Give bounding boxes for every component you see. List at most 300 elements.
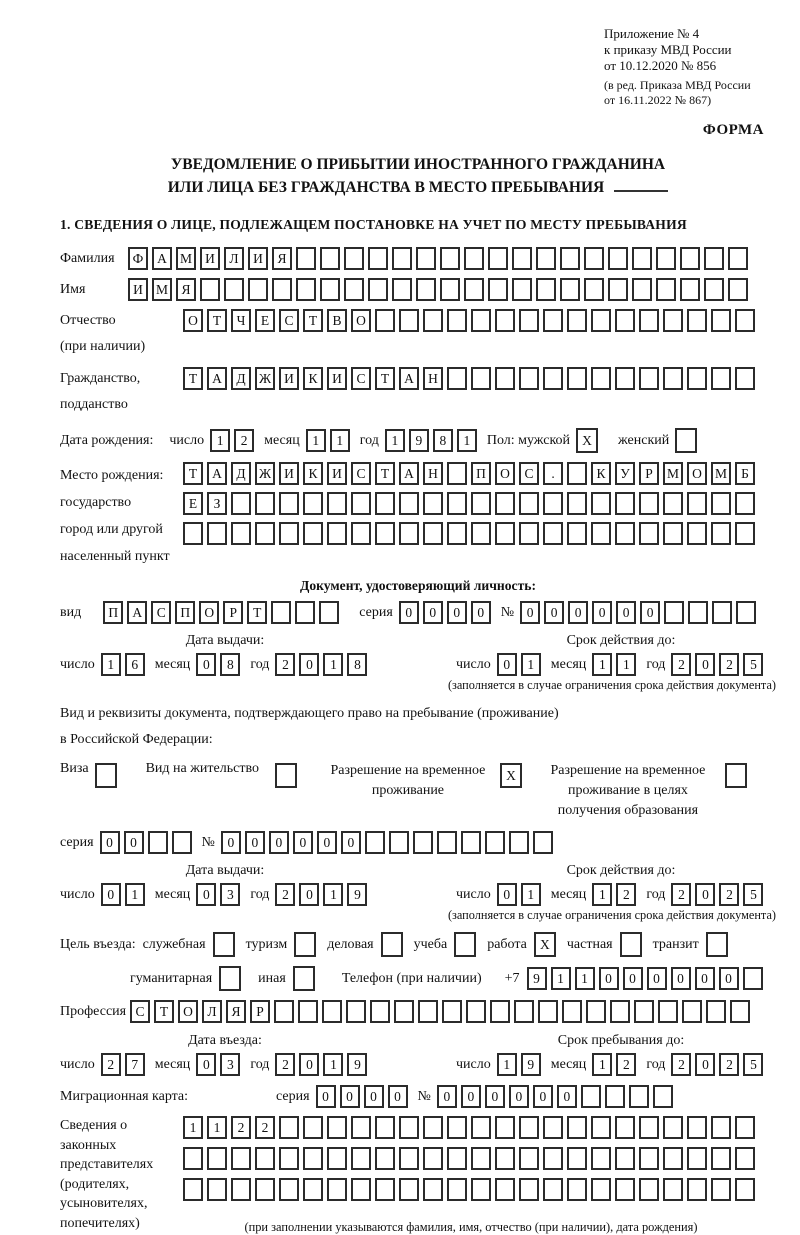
- birth-place-cells-row2-box[interactable]: З: [207, 492, 227, 515]
- citizenship-cells-box[interactable]: [687, 367, 707, 390]
- birth-day-cells-box[interactable]: 1: [210, 429, 230, 452]
- birth-place-cells-row3-box[interactable]: [183, 522, 203, 545]
- permit-number-cells-box[interactable]: [461, 831, 481, 854]
- temp-residence-edu-checkbox-box[interactable]: [725, 763, 747, 788]
- mig-series-cells-box[interactable]: 0: [316, 1085, 336, 1108]
- doc-number-cells-box[interactable]: 0: [592, 601, 612, 624]
- birth-place-cells-row2-box[interactable]: [615, 492, 635, 515]
- representatives-cells-row2-box[interactable]: [375, 1147, 395, 1170]
- visa-checkbox[interactable]: [95, 763, 121, 788]
- birth-place-cells-row3-box[interactable]: [207, 522, 227, 545]
- entry-year-cells-box[interactable]: 9: [347, 1053, 367, 1076]
- doc-expiry-year-cells-box[interactable]: 2: [671, 653, 691, 676]
- birth-place-cells-row1-box[interactable]: О: [687, 462, 707, 485]
- representatives-cells-row2-box[interactable]: [711, 1147, 731, 1170]
- permit-expiry-year-cells-box[interactable]: 2: [719, 883, 739, 906]
- temp-residence-edu-checkbox[interactable]: [725, 763, 751, 788]
- surname-cells-box[interactable]: [440, 247, 460, 270]
- birth-place-cells-row1-box[interactable]: М: [711, 462, 731, 485]
- mig-number-cells-box[interactable]: 0: [437, 1085, 457, 1108]
- purpose-business-checkbox[interactable]: [381, 932, 407, 957]
- stay-day-cells-box[interactable]: 9: [521, 1053, 541, 1076]
- birth-place-cells-row3-box[interactable]: [399, 522, 419, 545]
- patronymic-cells-box[interactable]: [471, 309, 491, 332]
- profession-cells-box[interactable]: [538, 1000, 558, 1023]
- doc-expiry-month-cells-box[interactable]: 1: [616, 653, 636, 676]
- profession-cells-box[interactable]: [610, 1000, 630, 1023]
- representatives-cells-row3-box[interactable]: [327, 1178, 347, 1201]
- name-cells-box[interactable]: [368, 278, 388, 301]
- patronymic-cells-box[interactable]: С: [279, 309, 299, 332]
- temp-residence-checkbox-box[interactable]: X: [500, 763, 522, 788]
- profession-cells[interactable]: [130, 1000, 754, 1023]
- name-cells-box[interactable]: [248, 278, 268, 301]
- doc-expiry-day-cells-box[interactable]: 1: [521, 653, 541, 676]
- representatives-cells-row1-box[interactable]: [711, 1116, 731, 1139]
- birth-place-cells-row1[interactable]: [183, 462, 759, 485]
- citizenship-cells-box[interactable]: [711, 367, 731, 390]
- profession-cells-box[interactable]: [322, 1000, 342, 1023]
- birth-place-cells-row3-box[interactable]: [687, 522, 707, 545]
- birth-place-cells-row1-box[interactable]: [447, 462, 467, 485]
- doc-issue-year-cells-box[interactable]: 1: [323, 653, 343, 676]
- doc-number-cells-box[interactable]: [664, 601, 684, 624]
- citizenship-cells-box[interactable]: Ж: [255, 367, 275, 390]
- doc-expiry-day-cells-box[interactable]: 0: [497, 653, 517, 676]
- doc-series-cells-box[interactable]: 0: [423, 601, 443, 624]
- phone-cells-box[interactable]: 0: [599, 967, 619, 990]
- doc-type-cells[interactable]: [103, 601, 343, 624]
- birth-year-cells-box[interactable]: 1: [457, 429, 477, 452]
- permit-number-cells-box[interactable]: [365, 831, 385, 854]
- purpose-other-checkbox-box[interactable]: [293, 966, 315, 991]
- surname-cells-box[interactable]: Л: [224, 247, 244, 270]
- surname-cells-box[interactable]: Ф: [128, 247, 148, 270]
- representatives-cells-row2-box[interactable]: [639, 1147, 659, 1170]
- residence-permit-checkbox-box[interactable]: [275, 763, 297, 788]
- representatives-cells-row3-box[interactable]: [471, 1178, 491, 1201]
- representatives-cells-row1-box[interactable]: [687, 1116, 707, 1139]
- name-cells-box[interactable]: [680, 278, 700, 301]
- permit-issue-month-cells-box[interactable]: 0: [196, 883, 216, 906]
- representatives-cells-row2-box[interactable]: [327, 1147, 347, 1170]
- representatives-cells-row3-box[interactable]: [615, 1178, 635, 1201]
- birth-place-cells-row1-box[interactable]: И: [279, 462, 299, 485]
- profession-cells-box[interactable]: [346, 1000, 366, 1023]
- representatives-cells-row1-box[interactable]: [279, 1116, 299, 1139]
- representatives-cells-row2-box[interactable]: [567, 1147, 587, 1170]
- name-cells-box[interactable]: [272, 278, 292, 301]
- representatives-cells-row2[interactable]: [183, 1147, 759, 1170]
- doc-number-cells-box[interactable]: 0: [568, 601, 588, 624]
- citizenship-cells[interactable]: [183, 367, 759, 390]
- representatives-cells-row3-box[interactable]: [351, 1178, 371, 1201]
- representatives-cells-row1-box[interactable]: [567, 1116, 587, 1139]
- name-cells-box[interactable]: [224, 278, 244, 301]
- profession-cells-box[interactable]: [418, 1000, 438, 1023]
- representatives-cells-row2-box[interactable]: [735, 1147, 755, 1170]
- patronymic-cells-box[interactable]: [639, 309, 659, 332]
- stay-year-cells-box[interactable]: 5: [743, 1053, 763, 1076]
- patronymic-cells-box[interactable]: О: [351, 309, 371, 332]
- representatives-cells-row1-box[interactable]: [735, 1116, 755, 1139]
- surname-cells-box[interactable]: [488, 247, 508, 270]
- surname-cells-box[interactable]: [704, 247, 724, 270]
- doc-expiry-month-cells-box[interactable]: 1: [592, 653, 612, 676]
- birth-place-cells-row3-box[interactable]: [543, 522, 563, 545]
- purpose-business-checkbox-box[interactable]: [381, 932, 403, 957]
- doc-expiry-month-cells[interactable]: [592, 653, 640, 676]
- birth-place-cells-row1-box[interactable]: .: [543, 462, 563, 485]
- mig-number-cells-box[interactable]: [581, 1085, 601, 1108]
- birth-place-cells-row1-box[interactable]: А: [399, 462, 419, 485]
- birth-place-cells-row2-box[interactable]: [591, 492, 611, 515]
- patronymic-cells-box[interactable]: О: [183, 309, 203, 332]
- permit-expiry-month-cells[interactable]: [592, 883, 640, 906]
- birth-place-cells-row3-box[interactable]: [567, 522, 587, 545]
- birth-place-cells-row3[interactable]: [183, 522, 759, 545]
- citizenship-cells-box[interactable]: Д: [231, 367, 251, 390]
- patronymic-cells-box[interactable]: [399, 309, 419, 332]
- surname-cells-box[interactable]: [296, 247, 316, 270]
- representatives-cells-row1-box[interactable]: [639, 1116, 659, 1139]
- permit-expiry-year-cells-box[interactable]: 0: [695, 883, 715, 906]
- stay-month-cells-box[interactable]: 2: [616, 1053, 636, 1076]
- representatives-cells-row2-box[interactable]: [399, 1147, 419, 1170]
- permit-number-cells-box[interactable]: 0: [269, 831, 289, 854]
- representatives-cells-row3-box[interactable]: [735, 1178, 755, 1201]
- phone-cells-box[interactable]: 0: [647, 967, 667, 990]
- doc-issue-day-cells-box[interactable]: 1: [101, 653, 121, 676]
- name-cells-box[interactable]: Я: [176, 278, 196, 301]
- birth-day-cells-box[interactable]: 2: [234, 429, 254, 452]
- entry-month-cells-box[interactable]: 0: [196, 1053, 216, 1076]
- purpose-transit-checkbox-box[interactable]: [706, 932, 728, 957]
- mig-number-cells-box[interactable]: 0: [533, 1085, 553, 1108]
- permit-number-cells-box[interactable]: 0: [317, 831, 337, 854]
- mig-number-cells-box[interactable]: 0: [485, 1085, 505, 1108]
- birth-place-cells-row1-box[interactable]: И: [327, 462, 347, 485]
- doc-issue-day-cells[interactable]: [101, 653, 149, 676]
- citizenship-cells-box[interactable]: [639, 367, 659, 390]
- patronymic-cells-box[interactable]: [375, 309, 395, 332]
- profession-cells-box[interactable]: [562, 1000, 582, 1023]
- mig-number-cells[interactable]: [437, 1085, 677, 1108]
- birth-month-cells[interactable]: [306, 429, 354, 452]
- birth-place-cells-row2-box[interactable]: [303, 492, 323, 515]
- birth-year-cells-box[interactable]: 9: [409, 429, 429, 452]
- profession-cells-box[interactable]: [490, 1000, 510, 1023]
- representatives-cells-row3-box[interactable]: [423, 1178, 443, 1201]
- birth-place-cells-row1-box[interactable]: Р: [639, 462, 659, 485]
- name-cells-box[interactable]: [728, 278, 748, 301]
- permit-expiry-year-cells[interactable]: [671, 883, 767, 906]
- birth-place-cells-row1-box[interactable]: Б: [735, 462, 755, 485]
- citizenship-cells-box[interactable]: Т: [183, 367, 203, 390]
- birth-place-cells-row2-box[interactable]: [279, 492, 299, 515]
- entry-day-cells-box[interactable]: 2: [101, 1053, 121, 1076]
- stay-month-cells-box[interactable]: 1: [592, 1053, 612, 1076]
- permit-issue-month-cells[interactable]: [196, 883, 244, 906]
- permit-expiry-day-cells[interactable]: [497, 883, 545, 906]
- birth-place-cells-row3-box[interactable]: [471, 522, 491, 545]
- representatives-cells-row3[interactable]: [183, 1178, 759, 1201]
- name-cells-box[interactable]: [608, 278, 628, 301]
- patronymic-cells-box[interactable]: Ч: [231, 309, 251, 332]
- birth-place-cells-row2-box[interactable]: [375, 492, 395, 515]
- profession-cells-box[interactable]: С: [130, 1000, 150, 1023]
- patronymic-cells-box[interactable]: [591, 309, 611, 332]
- representatives-cells-row1-box[interactable]: 1: [207, 1116, 227, 1139]
- name-cells[interactable]: [128, 278, 752, 301]
- name-cells-box[interactable]: [392, 278, 412, 301]
- birth-place-cells-row1-box[interactable]: С: [351, 462, 371, 485]
- doc-type-cells-box[interactable]: П: [175, 601, 195, 624]
- profession-cells-box[interactable]: [586, 1000, 606, 1023]
- doc-expiry-day-cells[interactable]: [497, 653, 545, 676]
- permit-issue-year-cells-box[interactable]: 0: [299, 883, 319, 906]
- representatives-cells-row2-box[interactable]: [255, 1147, 275, 1170]
- birth-place-cells-row1-box[interactable]: Д: [231, 462, 251, 485]
- citizenship-cells-box[interactable]: [663, 367, 683, 390]
- purpose-study-checkbox[interactable]: [454, 932, 480, 957]
- patronymic-cells-box[interactable]: [711, 309, 731, 332]
- birth-place-cells-row3-box[interactable]: [639, 522, 659, 545]
- purpose-work-checkbox-box[interactable]: X: [534, 932, 556, 957]
- residence-permit-checkbox[interactable]: [275, 763, 301, 788]
- permit-expiry-month-cells-box[interactable]: 2: [616, 883, 636, 906]
- permit-expiry-day-cells-box[interactable]: 0: [497, 883, 517, 906]
- representatives-cells-row2-box[interactable]: [279, 1147, 299, 1170]
- name-cells-box[interactable]: [344, 278, 364, 301]
- profession-cells-box[interactable]: [730, 1000, 750, 1023]
- entry-year-cells-box[interactable]: 2: [275, 1053, 295, 1076]
- birth-month-cells-box[interactable]: 1: [330, 429, 350, 452]
- doc-number-cells-box[interactable]: 0: [616, 601, 636, 624]
- doc-expiry-year-cells-box[interactable]: 2: [719, 653, 739, 676]
- citizenship-cells-box[interactable]: [519, 367, 539, 390]
- birth-place-cells-row3-box[interactable]: [327, 522, 347, 545]
- patronymic-cells-box[interactable]: [543, 309, 563, 332]
- patronymic-cells-box[interactable]: [567, 309, 587, 332]
- birth-place-cells-row2-box[interactable]: [519, 492, 539, 515]
- permit-number-cells-box[interactable]: [509, 831, 529, 854]
- doc-issue-month-cells[interactable]: [196, 653, 244, 676]
- phone-cells-box[interactable]: 0: [623, 967, 643, 990]
- representatives-cells-row3-box[interactable]: [255, 1178, 275, 1201]
- representatives-cells-row2-box[interactable]: [615, 1147, 635, 1170]
- birth-place-cells-row1-box[interactable]: [567, 462, 587, 485]
- temp-residence-checkbox[interactable]: [500, 763, 526, 788]
- representatives-cells-row3-box[interactable]: [207, 1178, 227, 1201]
- phone-cells-box[interactable]: 0: [695, 967, 715, 990]
- birth-day-cells[interactable]: [210, 429, 258, 452]
- doc-number-cells-box[interactable]: 0: [544, 601, 564, 624]
- birth-place-cells-row1-box[interactable]: О: [495, 462, 515, 485]
- representatives-cells-row2-box[interactable]: [447, 1147, 467, 1170]
- name-cells-box[interactable]: [656, 278, 676, 301]
- birth-place-cells-row3-box[interactable]: [735, 522, 755, 545]
- purpose-humanitarian-checkbox-box[interactable]: [219, 966, 241, 991]
- doc-issue-month-cells-box[interactable]: 8: [220, 653, 240, 676]
- representatives-cells-row2-box[interactable]: [207, 1147, 227, 1170]
- purpose-tourism-checkbox[interactable]: [294, 932, 320, 957]
- permit-series-cells-box[interactable]: 0: [100, 831, 120, 854]
- mig-number-cells-box[interactable]: 0: [557, 1085, 577, 1108]
- representatives-cells-row1-box[interactable]: [303, 1116, 323, 1139]
- birth-place-cells-row2-box[interactable]: [495, 492, 515, 515]
- stay-day-cells[interactable]: [497, 1053, 545, 1076]
- name-cells-box[interactable]: И: [128, 278, 148, 301]
- representatives-cells-row1-box[interactable]: 2: [255, 1116, 275, 1139]
- representatives-cells-row2-box[interactable]: [303, 1147, 323, 1170]
- name-cells-box[interactable]: [584, 278, 604, 301]
- representatives-cells-row2-box[interactable]: [351, 1147, 371, 1170]
- permit-expiry-year-cells-box[interactable]: 2: [671, 883, 691, 906]
- permit-issue-year-cells[interactable]: [275, 883, 371, 906]
- surname-cells-box[interactable]: [344, 247, 364, 270]
- doc-type-cells-box[interactable]: П: [103, 601, 123, 624]
- doc-expiry-year-cells-box[interactable]: 0: [695, 653, 715, 676]
- representatives-cells-row1-box[interactable]: [591, 1116, 611, 1139]
- doc-series-cells[interactable]: [399, 601, 495, 624]
- permit-issue-month-cells-box[interactable]: 3: [220, 883, 240, 906]
- purpose-official-checkbox[interactable]: [213, 932, 239, 957]
- permit-number-cells-box[interactable]: [485, 831, 505, 854]
- representatives-cells-row1[interactable]: [183, 1116, 759, 1139]
- name-cells-box[interactable]: [320, 278, 340, 301]
- surname-cells-box[interactable]: [392, 247, 412, 270]
- doc-number-cells-box[interactable]: [712, 601, 732, 624]
- surname-cells-box[interactable]: М: [176, 247, 196, 270]
- permit-number-cells-box[interactable]: 0: [341, 831, 361, 854]
- representatives-cells-row1-box[interactable]: [663, 1116, 683, 1139]
- mig-series-cells-box[interactable]: 0: [340, 1085, 360, 1108]
- mig-number-cells-box[interactable]: 0: [509, 1085, 529, 1108]
- mig-series-cells-box[interactable]: 0: [388, 1085, 408, 1108]
- entry-month-cells[interactable]: [196, 1053, 244, 1076]
- representatives-cells-row1-box[interactable]: [327, 1116, 347, 1139]
- phone-cells-box[interactable]: 9: [527, 967, 547, 990]
- doc-type-cells-box[interactable]: [295, 601, 315, 624]
- purpose-humanitarian-checkbox[interactable]: [219, 966, 245, 991]
- phone-cells-box[interactable]: 1: [575, 967, 595, 990]
- surname-cells-box[interactable]: [416, 247, 436, 270]
- birth-place-cells-row1-box[interactable]: Н: [423, 462, 443, 485]
- birth-place-cells-row2-box[interactable]: [327, 492, 347, 515]
- birth-place-cells-row3-box[interactable]: [303, 522, 323, 545]
- male-checkbox-box[interactable]: X: [576, 428, 598, 453]
- permit-issue-year-cells-box[interactable]: 2: [275, 883, 295, 906]
- citizenship-cells-box[interactable]: [591, 367, 611, 390]
- surname-cells-box[interactable]: И: [200, 247, 220, 270]
- birth-place-cells-row1-box[interactable]: Ж: [255, 462, 275, 485]
- doc-type-cells-box[interactable]: [319, 601, 339, 624]
- citizenship-cells-box[interactable]: [735, 367, 755, 390]
- birth-place-cells-row2-box[interactable]: [471, 492, 491, 515]
- surname-cells-box[interactable]: [536, 247, 556, 270]
- representatives-cells-row2-box[interactable]: [471, 1147, 491, 1170]
- representatives-cells-row2-box[interactable]: [687, 1147, 707, 1170]
- birth-place-cells-row1-box[interactable]: У: [615, 462, 635, 485]
- citizenship-cells-box[interactable]: И: [279, 367, 299, 390]
- phone-cells-box[interactable]: 0: [719, 967, 739, 990]
- doc-issue-day-cells-box[interactable]: 6: [125, 653, 145, 676]
- citizenship-cells-box[interactable]: [543, 367, 563, 390]
- male-checkbox[interactable]: [576, 428, 602, 453]
- doc-issue-month-cells-box[interactable]: 0: [196, 653, 216, 676]
- permit-expiry-day-cells-box[interactable]: 1: [521, 883, 541, 906]
- stay-year-cells[interactable]: [671, 1053, 767, 1076]
- representatives-cells-row3-box[interactable]: [399, 1178, 419, 1201]
- patronymic-cells[interactable]: [183, 309, 759, 332]
- entry-year-cells-box[interactable]: 1: [323, 1053, 343, 1076]
- surname-cells-box[interactable]: [368, 247, 388, 270]
- surname-cells-box[interactable]: [320, 247, 340, 270]
- birth-place-cells-row2-box[interactable]: [711, 492, 731, 515]
- phone-cells[interactable]: [527, 967, 767, 990]
- profession-cells-box[interactable]: [370, 1000, 390, 1023]
- permit-issue-year-cells-box[interactable]: 9: [347, 883, 367, 906]
- name-cells-box[interactable]: [536, 278, 556, 301]
- representatives-cells-row1-box[interactable]: 1: [183, 1116, 203, 1139]
- doc-series-cells-box[interactable]: 0: [399, 601, 419, 624]
- permit-number-cells-box[interactable]: [413, 831, 433, 854]
- birth-place-cells-row1-box[interactable]: С: [519, 462, 539, 485]
- birth-place-cells-row2[interactable]: [183, 492, 759, 515]
- representatives-cells-row2-box[interactable]: [543, 1147, 563, 1170]
- birth-place-cells-row2-box[interactable]: [567, 492, 587, 515]
- doc-number-cells-box[interactable]: [688, 601, 708, 624]
- citizenship-cells-box[interactable]: [471, 367, 491, 390]
- patronymic-cells-box[interactable]: Т: [303, 309, 323, 332]
- birth-place-cells-row2-box[interactable]: [663, 492, 683, 515]
- surname-cells-box[interactable]: [632, 247, 652, 270]
- birth-place-cells-row1-box[interactable]: К: [303, 462, 323, 485]
- patronymic-cells-box[interactable]: [519, 309, 539, 332]
- mig-number-cells-box[interactable]: [629, 1085, 649, 1108]
- permit-issue-day-cells-box[interactable]: 0: [101, 883, 121, 906]
- representatives-cells-row2-box[interactable]: [423, 1147, 443, 1170]
- doc-issue-year-cells-box[interactable]: 2: [275, 653, 295, 676]
- stay-day-cells-box[interactable]: 1: [497, 1053, 517, 1076]
- representatives-cells-row3-box[interactable]: [231, 1178, 251, 1201]
- name-cells-box[interactable]: [416, 278, 436, 301]
- patronymic-cells-box[interactable]: В: [327, 309, 347, 332]
- profession-cells-box[interactable]: [298, 1000, 318, 1023]
- patronymic-cells-box[interactable]: Т: [207, 309, 227, 332]
- permit-issue-year-cells-box[interactable]: 1: [323, 883, 343, 906]
- profession-cells-box[interactable]: Я: [226, 1000, 246, 1023]
- entry-day-cells[interactable]: [101, 1053, 149, 1076]
- birth-year-cells-box[interactable]: 8: [433, 429, 453, 452]
- representatives-cells-row1-box[interactable]: [519, 1116, 539, 1139]
- representatives-cells-row3-box[interactable]: [303, 1178, 323, 1201]
- representatives-cells-row1-box[interactable]: [447, 1116, 467, 1139]
- representatives-cells-row2-box[interactable]: [663, 1147, 683, 1170]
- representatives-cells-row1-box[interactable]: [423, 1116, 443, 1139]
- patronymic-cells-box[interactable]: Е: [255, 309, 275, 332]
- doc-expiry-year-cells[interactable]: [671, 653, 767, 676]
- permit-expiry-month-cells-box[interactable]: 1: [592, 883, 612, 906]
- birth-place-cells-row2-box[interactable]: [735, 492, 755, 515]
- purpose-official-checkbox-box[interactable]: [213, 932, 235, 957]
- surname-cells-box[interactable]: [680, 247, 700, 270]
- phone-cells-box[interactable]: [743, 967, 763, 990]
- representatives-cells-row3-box[interactable]: [519, 1178, 539, 1201]
- doc-type-cells-box[interactable]: [271, 601, 291, 624]
- surname-cells-box[interactable]: [728, 247, 748, 270]
